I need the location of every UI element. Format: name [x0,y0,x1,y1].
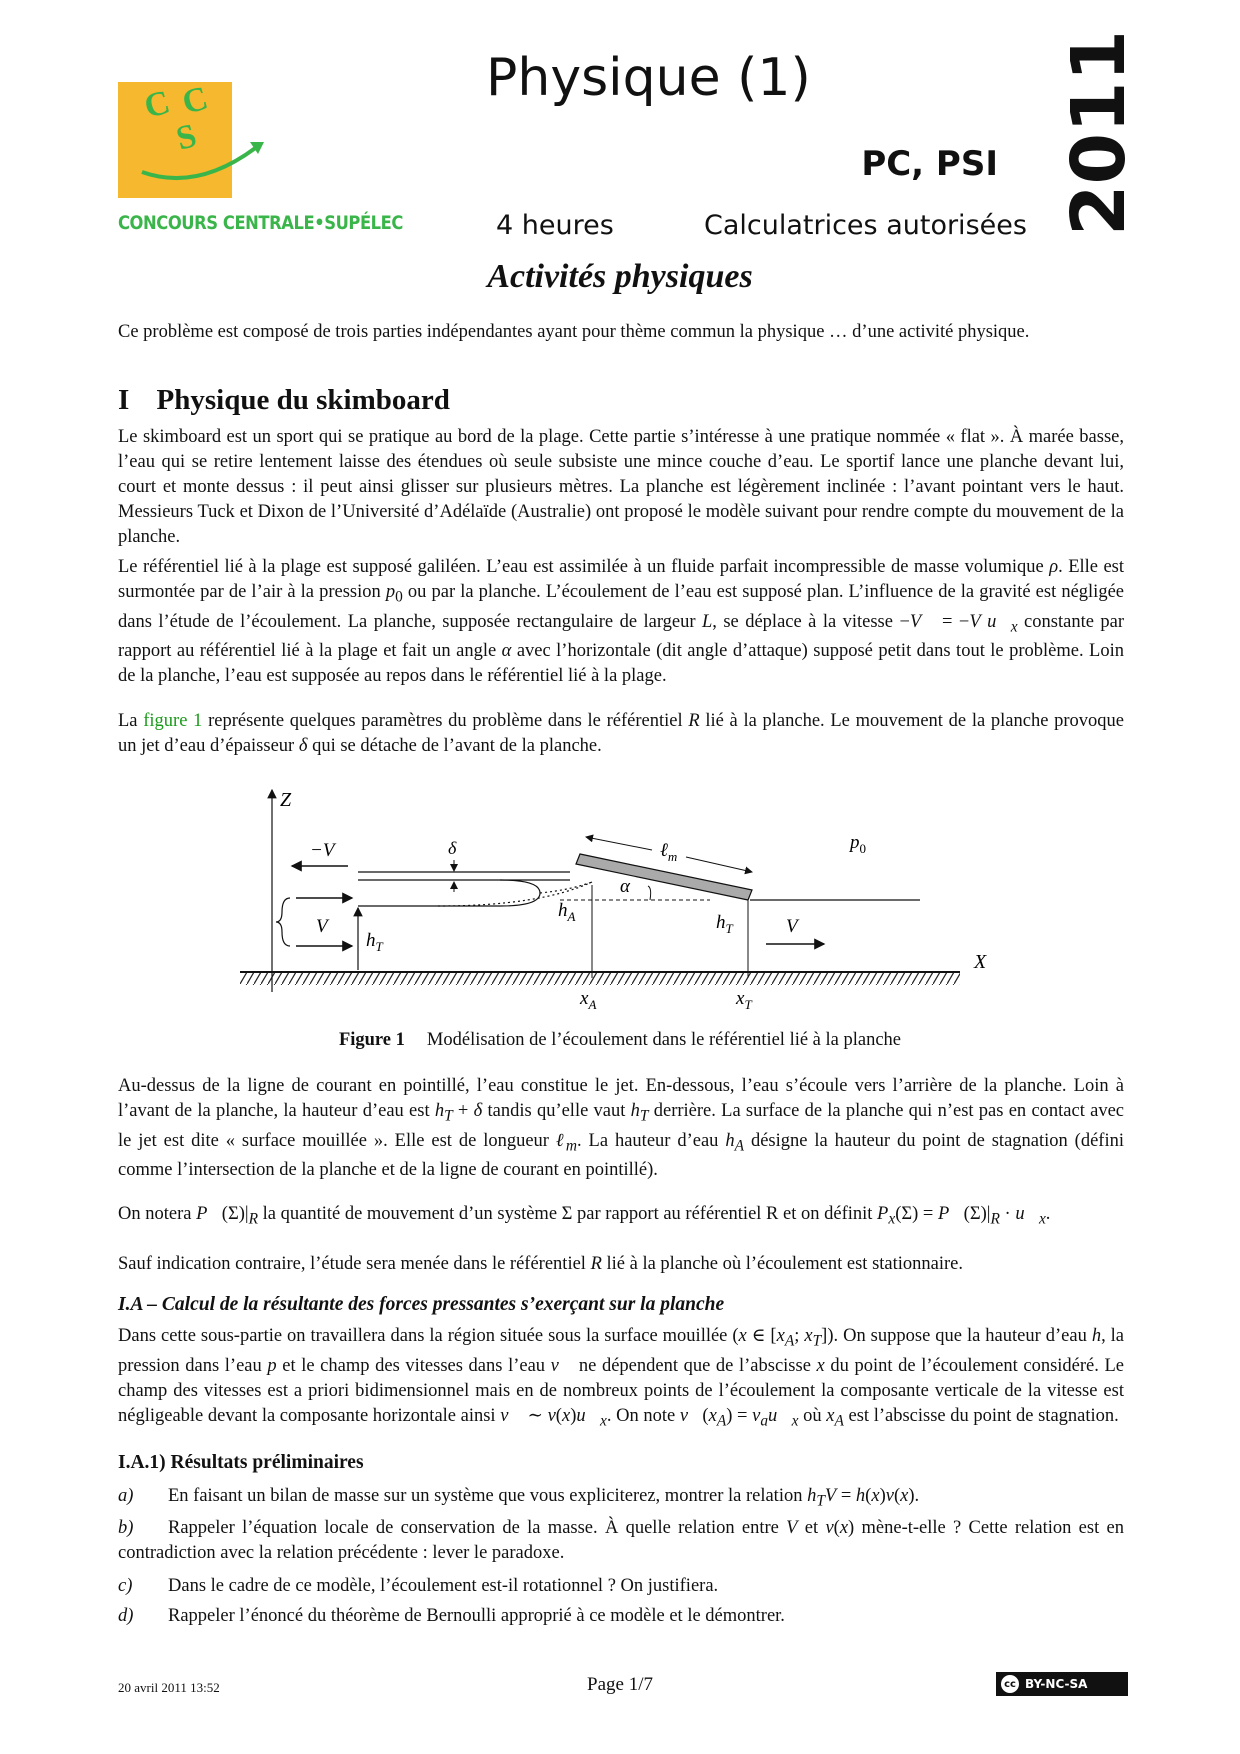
z-axis-label: Z [280,789,292,811]
calculators: Calculatrices autorisées [704,210,1027,241]
svg-text:C: C [178,79,212,122]
page-title: Physique (1) [486,48,811,108]
figure-label: Figure 1 [338,1030,405,1050]
subsection-paragraph-1: Dans cette sous-partie on travaillera dans la région située sous la surface mouillée (x ∈ [$x_A$; $x_T$]). On suppose que la hauteur d’eau h, la pression dans l’eau p et le champ des vitesses dans l’eau v⃗ ne dépendent que de l’abscisse x du point de l’écoulement considéré. Le champ des vitesses est a priori bidimensionnel mais en de nombreux points de l’écoulement la composante verticale de la vitesse est négligeable devant la composante horizontale ainsi v⃗ ∼ $v(x)u⃗_x$. On note $v⃗(x_A)$ = $v_au⃗_x$ où $x_A$ est l’abscisse du point de stagnation. [118,1326,1125,1430]
year: 2011 [1056,30,1142,236]
after-figure-paragraph-1: Au-dessus de la ligne de courant en pointillé, l’eau constitue le jet. En-dessous, l’eau s’écoule vers l’arrière de la planche. Loin à l’avant de la planche, la hauteur d’eau est $h_T + \delta$ tandis qu’elle vaut $h_T$ derrière. La surface de la planche qui n’est pas en contact avec le jet est dite « surface mouillée ». Elle est de longueur ℓ$_m$. La hauteur d’eau $h_A$ désigne la hauteur du point de stagnation (défini comme l’intersection de la planche et de la ligne de courant en pointillé). [118,1076,1124,1181]
question-c: c) Dans le cadre de ce modèle, l’écoulement est-il rotationnel ? On justifiera. [118,1576,719,1596]
delta-label: δ [448,838,457,858]
svg-text:C: C [140,83,174,126]
x-axis-label: X [974,951,987,973]
h-a-label: $h_A$ [558,900,576,924]
section-number: I [118,384,130,416]
v-label-left: V [316,916,328,937]
question-b: b) Rappeler l’équation locale de conservation de la masse. À quelle relation entre V et v(x) mène-t-elle ? Cette relation est en contradiction avec la relation précédente : lever le paradoxe. [118,1518,1124,1563]
svg-text:S: S [172,117,201,158]
neg-v-label: −V [310,840,335,861]
subsection-title: I.A – Calcul de la résultante des forces pressantes s’exerçant sur la planche [118,1294,725,1315]
question-d: d) Rappeler l’énoncé du théorème de Bernoulli approprié à ce modèle et le démontrer. [118,1606,785,1626]
subsubsection-title: I.A.1) Résultats préliminaires [118,1452,364,1473]
section1-paragraph-1: Le skimboard est un sport qui se pratique au bord de la plage. Cette partie s’intéresse à une pratique nommée « flat ». À marée basse, l’eau qui se retire lentement laisse des étendues où seule subsiste une mince couche d’eau. Le sportif lance une planche devant lui, court et monte dessus : il peut ainsi glisser sur plusieurs mètres. La planche est légèrement inclinée : l’avant pointant vers le haut. Messieurs Tuck et Dixon de l’Université d’Adélaïde (Australie) ont proposé le modèle suivant pour rendre compte du mouvement de la planche. [118,427,1124,547]
section-heading [118,384,450,417]
h-t-right-label: $h_T$ [716,912,733,936]
license-badge [996,1672,1128,1696]
figure-1-link[interactable]: figure 1 [143,711,203,731]
logo-text: CONCOURS CENTRALE•SUPÉLEC [118,212,403,234]
p0-label: $p_0$ [850,832,866,856]
ground-hatching [240,973,960,985]
duration: 4 heures [496,210,614,241]
license-text: BY-NC-SA [1025,1677,1088,1691]
h-t-left-label: $h_T$ [366,930,383,954]
footer-timestamp: 20 avril 2011 13:52 [118,1680,220,1695]
section1-paragraph-3: La figure 1 représente quelques paramètres du problème dans le référentiel R lié à la planche. Le mouvement de la planche provoque un jet d’eau d’épaisseur δ qui se détache de l’avant de la planche. [118,711,1124,756]
alpha-label: α [620,876,630,897]
intro-paragraph: Ce problème est composé de trois parties indépendantes ayant pour thème commun la physique … d’une activité physique. [118,322,1030,342]
caption-text: Modélisation de l’écoulement dans le référentiel lié à la planche [426,1030,902,1050]
x-t-label: $x_T$ [736,988,752,1012]
filieres: PC, PSI [861,144,998,184]
after-figure-paragraph-3: Sauf indication contraire, l’étude sera menée dans le référentiel R lié à la planche où l’écoulement est stationnaire. [118,1254,963,1274]
section1-paragraph-2: Le référentiel lié à la plage est supposé galiléen. L’eau est assimilée à un fluide parfait incompressible de masse volumique ρ. Elle est surmontée par de l’air à la pression $p_0$ ou par la planche. L’écoulement de l’eau est supposé plan. L’influence de la gravité est négligée dans l’étude de l’écoulement. La planche, supposée rectangulaire de largeur L, se déplace à la vitesse −V⃗ = −V $u⃗_x$ constante par rapport au référentiel lié à la plage et fait un angle α avec l’horizontale (dit angle d’attaque) supposé petit dans tout le problème. Loin de la planche, l’eau est supposée au repos dans le référentiel lié à la plage. [118,557,1125,687]
document-title: Activités physiques [487,258,753,295]
page-number: Page 1/7 [587,1674,653,1695]
l-m-label: ℓ$_m$ [660,840,678,864]
after-figure-paragraph-2: On notera $P⃗(\Sigma)|_R$ la quantité de mouvement d’un système Σ par rapport au référentiel R et on définit $P_x(\Sigma)$ = $P⃗(\Sigma)|_R$ · $u⃗_x$. [118,1204,1051,1228]
logo [118,80,236,198]
section-title: Physique du skimboard [156,384,450,416]
cc-icon: cc [1001,1675,1019,1693]
figure-1-diagram [240,780,1000,1020]
question-a: a) En faisant un bilan de masse sur un système que vous expliciterez, montrer la relation $h_TV = h(x)v(x)$. [118,1486,920,1510]
x-a-label: $x_A$ [580,988,597,1012]
figure-1-caption [0,1030,1240,1051]
v-label-right: V [786,916,798,937]
